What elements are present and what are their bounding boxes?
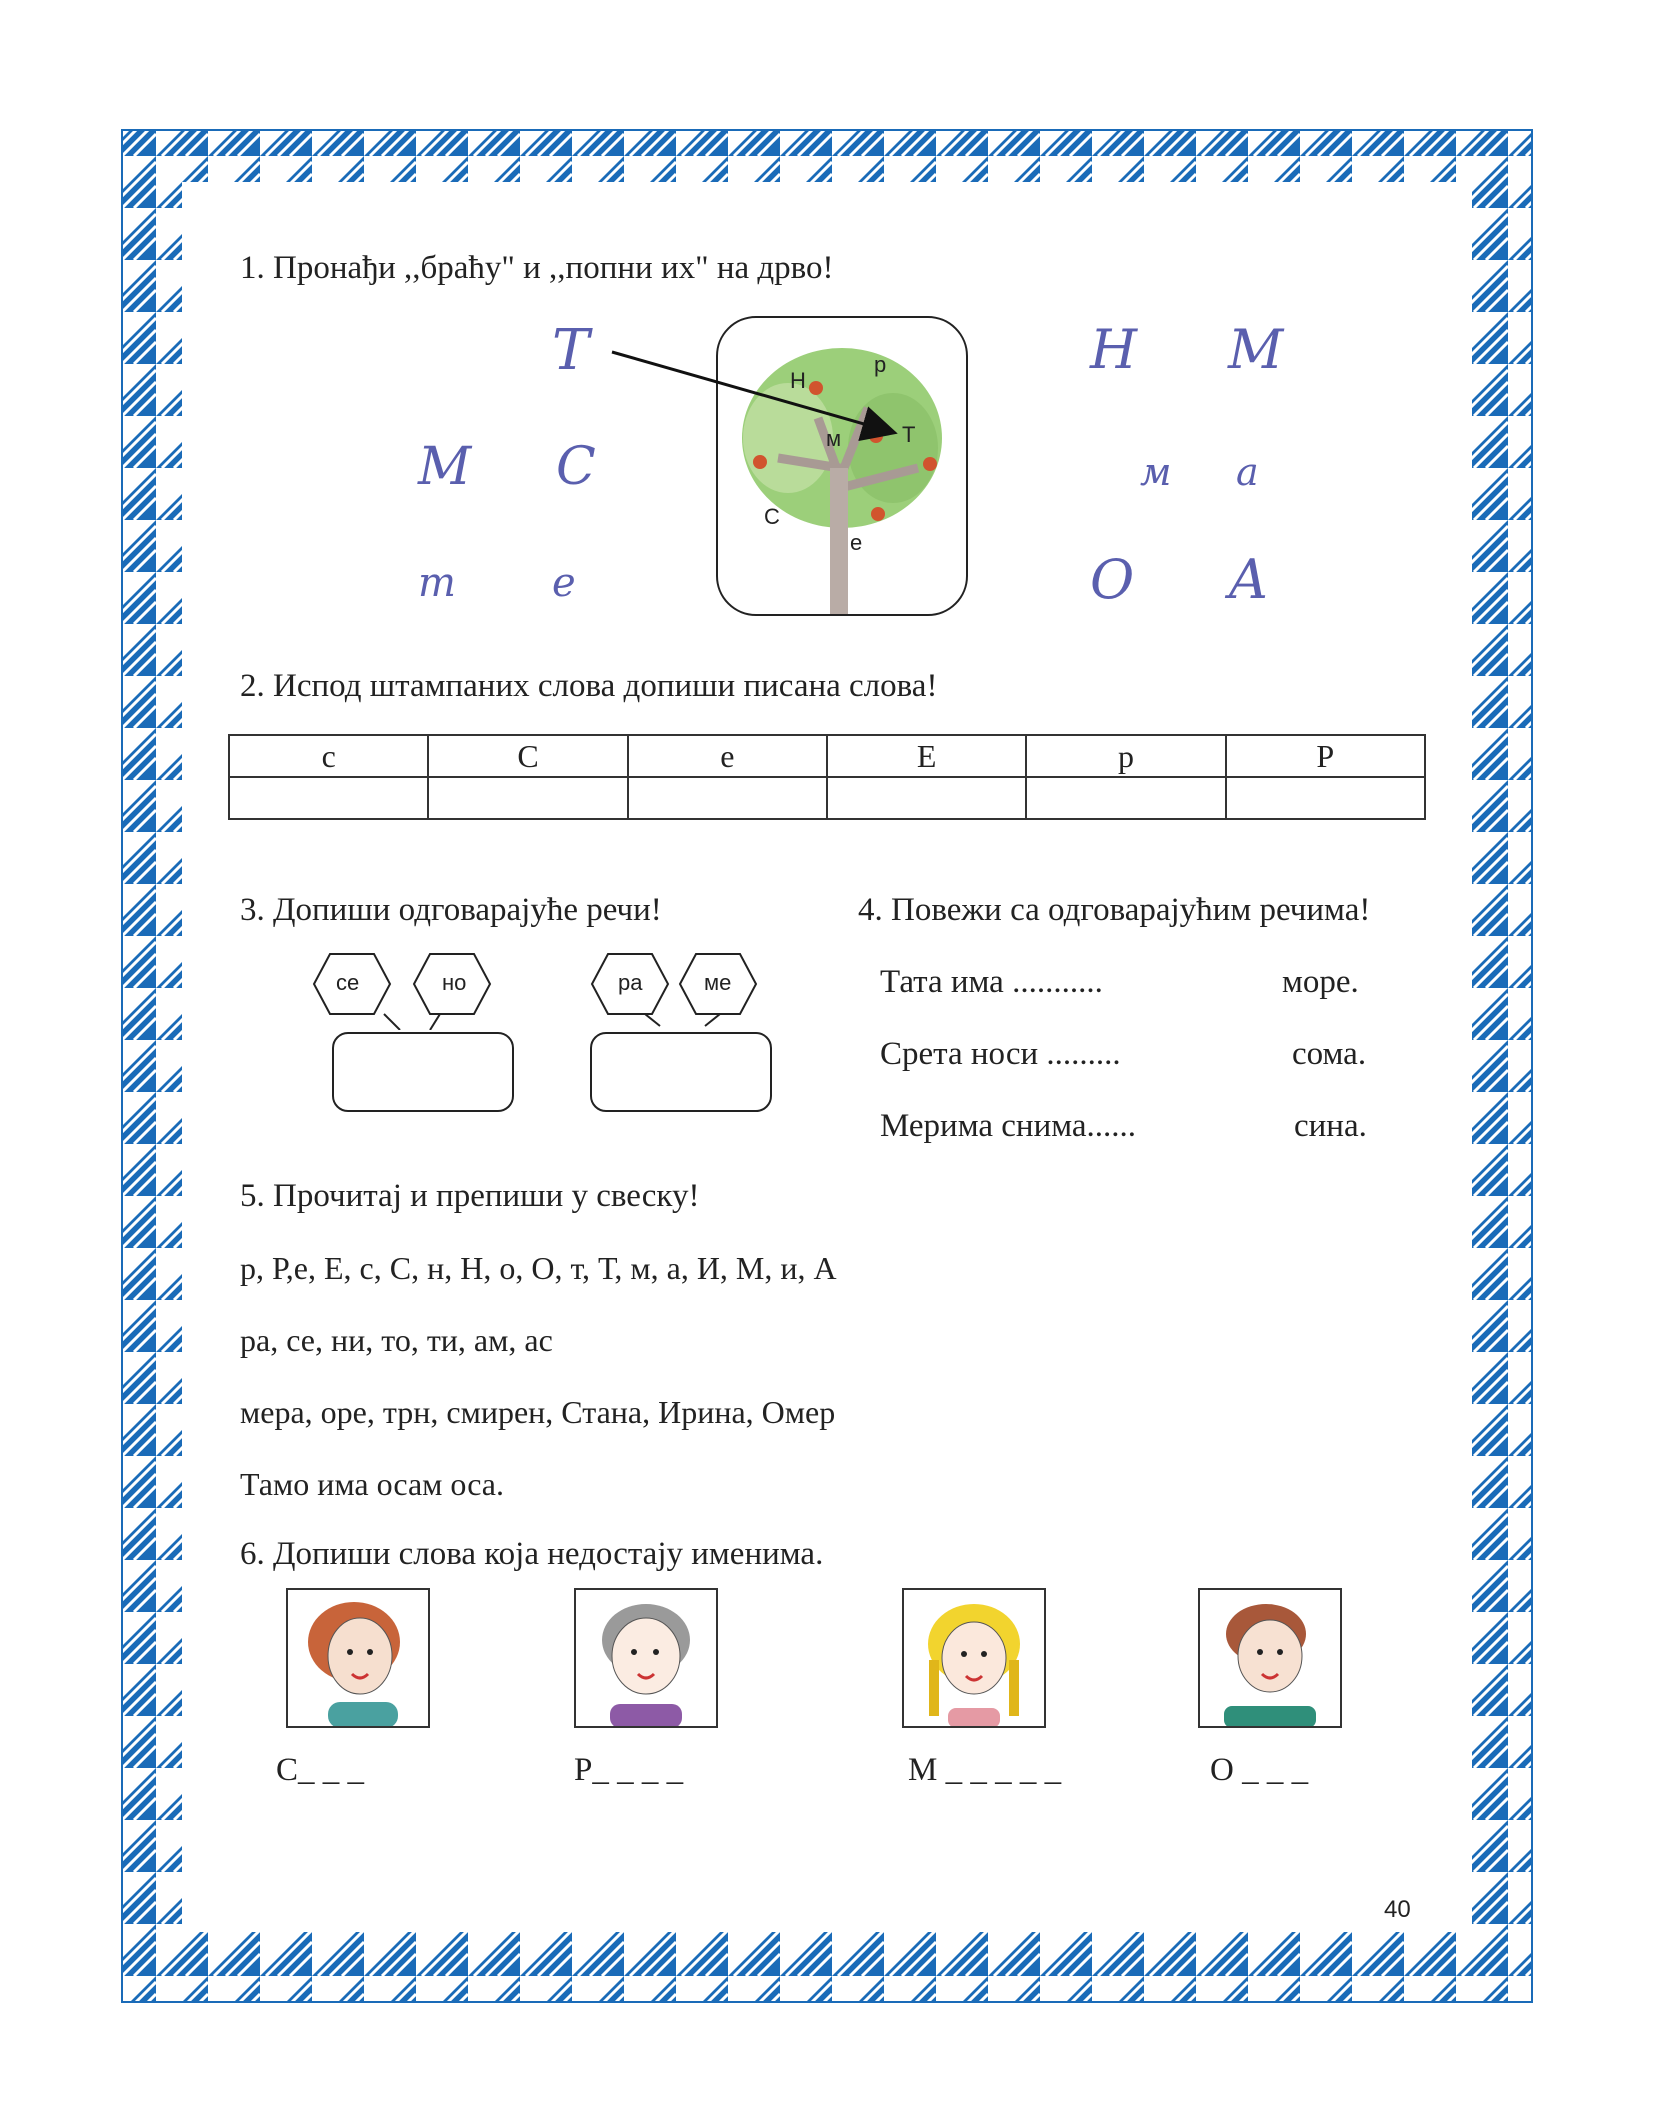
cursive-letter-A[interactable]: А (1228, 548, 1269, 611)
name-blank-4[interactable]: О _ _ _ (1210, 1752, 1309, 1788)
ex1-heading: 1. Пронађи ,,браћу" и ,,попни их" на дрво! (240, 250, 834, 286)
cursive-letter-M-left[interactable]: М (418, 437, 472, 497)
tree-letter-r: р (874, 352, 887, 377)
ex5-line-3: мера, оре, трн, смирен, Стана, Ирина, Омер (240, 1394, 836, 1430)
table-cell-printed: Р (1226, 735, 1425, 777)
table-row-answer (229, 777, 1425, 819)
answer-cell[interactable] (628, 777, 827, 819)
syllable-se: се (336, 970, 360, 995)
ex4-right-3[interactable]: сина. (1294, 1108, 1367, 1144)
cursive-letter-O[interactable]: О (1090, 548, 1135, 611)
ex4-left-3[interactable]: Мерима снима...... (880, 1108, 1137, 1144)
cursive-letter-M-right[interactable]: М (1228, 318, 1284, 381)
tree-letter-T: Т (902, 422, 916, 447)
syllable-ra: ра (618, 970, 643, 995)
table-cell-printed: С (428, 735, 627, 777)
ex4-heading: 4. Повежи са одговарајућим речима! (858, 892, 1371, 928)
face-picture-4 (1198, 1588, 1342, 1728)
ex2-heading: 2. Испод штампаних слова допиши писана слова! (240, 668, 938, 704)
cursive-letter-T[interactable]: Т (552, 318, 590, 383)
cursive-letter-t[interactable]: т (418, 560, 456, 606)
table-cell-printed: Е (827, 735, 1026, 777)
match-arrow (0, 0, 1654, 700)
name-blank-1[interactable]: С_ _ _ (276, 1752, 365, 1788)
letters-table (228, 734, 1426, 820)
syllable-me: ме (704, 970, 732, 995)
table-row (229, 735, 1425, 777)
answer-cell[interactable] (229, 777, 428, 819)
face-picture-3 (902, 1588, 1046, 1728)
name-blank-3[interactable]: М _ _ _ _ _ (908, 1752, 1062, 1788)
cursive-letter-e[interactable]: е (552, 560, 576, 606)
ex5-line-2: ра, се, ни, то, ти, ам, ас (240, 1322, 553, 1358)
tree-letter-H: Н (790, 368, 806, 393)
table-cell-printed: е (628, 735, 827, 777)
answer-cell[interactable] (1026, 777, 1225, 819)
answer-cell[interactable] (1226, 777, 1425, 819)
face-picture-1 (286, 1588, 430, 1728)
face-picture-2 (574, 1588, 718, 1728)
answer-cell[interactable] (827, 777, 1026, 819)
answer-cell[interactable] (428, 777, 627, 819)
ex4-left-2[interactable]: Срета носи ......... (880, 1036, 1121, 1072)
cursive-letter-a[interactable]: а (1236, 450, 1259, 494)
cursive-letter-H[interactable]: Н (1090, 318, 1138, 381)
cursive-letter-C[interactable]: С (556, 437, 596, 497)
tree-letter-e: е (850, 530, 863, 555)
ex5-line-4: Тамо има осам оса. (240, 1466, 504, 1502)
tree-letter-C: С (764, 504, 780, 529)
ex5-heading: 5. Прочитај и препиши у свеску! (240, 1178, 700, 1214)
cursive-letter-m[interactable]: м (1140, 450, 1172, 494)
ex4-right-2[interactable]: сома. (1292, 1036, 1367, 1072)
name-blank-2[interactable]: Р_ _ _ _ (574, 1752, 684, 1788)
tree-letter-m: м (826, 426, 842, 451)
table-cell-printed: р (1026, 735, 1225, 777)
page-number: 40 (1384, 1896, 1411, 1923)
syllable-no: но (442, 970, 467, 995)
ex4-left-1[interactable]: Тата има ........... (880, 964, 1103, 1000)
table-cell-printed: с (229, 735, 428, 777)
ex4-right-1[interactable]: море. (1282, 964, 1359, 1000)
answer-box-2[interactable] (590, 1032, 772, 1112)
ex5-line-1: р, Р,е, Е, с, С, н, Н, о, О, т, Т, м, а, И, М, и, А (240, 1250, 837, 1286)
ex3-heading: 3. Допиши одговарајуће речи! (240, 892, 662, 928)
answer-box-1[interactable] (332, 1032, 514, 1112)
ex6-heading: 6. Допиши слова која недостају именима. (240, 1536, 824, 1572)
